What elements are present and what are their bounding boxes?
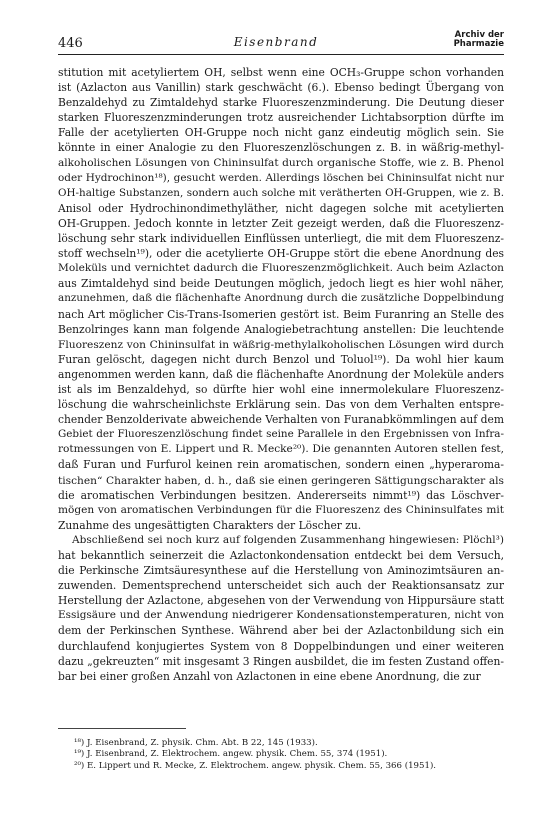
text-line: Fluoreszenz von Chininsulfat in wäßrig-methylalkoholischen Lösungen wird durch bbox=[58, 337, 504, 351]
text-line: alkoholischen Lösungen von Chininsulfat durch organische Stoffe, wie z. B. Phenol bbox=[58, 156, 504, 169]
text-line: chender Benzolderivate abweichende Verhalten von Furanabkömmlingen auf dem bbox=[58, 413, 504, 427]
text-line: Zunahme des ungesättigten Charakters der Löscher zu. bbox=[58, 518, 362, 532]
text-line: stitution mit acetyliertem OH, selbst wenn eine OCH₃-Gruppe schon vorhanden bbox=[58, 66, 504, 79]
text-line: OH-Gruppen. Jedoch konnte in letzter Zeit gezeigt werden, daß die Fluoreszenz- bbox=[58, 216, 504, 230]
page-number: 446 bbox=[58, 36, 83, 51]
text-line: löschung die wahrscheinlichste Erklärung sein. Das von dem Verhalten entspre- bbox=[58, 398, 504, 412]
text-line: Gebiet der Fluoreszenzlöschung findet seine Parallele in den Ergebnissen von Infra- bbox=[58, 428, 504, 441]
text-line: Herstellung der Azlactone, abgesehen von der Verwendung von Hippursäure statt bbox=[58, 594, 505, 608]
text-line: Moleküls und vernichtet dadurch die Fluoreszenzmöglichkeit. Auch beim Azlacton bbox=[58, 262, 504, 275]
footnotes bbox=[58, 738, 504, 772]
text-line: Falle der acetylierten OH-Gruppe noch nicht ganz eindeutig möglich sein. Sie bbox=[58, 126, 504, 140]
text-line: Benzolringes kann man folgende Analogiebetrachtung anstellen: Die leuchtende bbox=[58, 322, 504, 336]
text-line: daß Furan und Furfurol keinen rein aromatischen, sondern einen „hyperaroma- bbox=[58, 458, 504, 472]
text-line: hat bekanntlich seinerzeit die Azlactonkondensation entdeckt bei dem Versuch, bbox=[58, 549, 504, 562]
text-line: aus Zimtaldehyd sind beide Deutungen möglich, jedoch liegt es hier wohl näher, bbox=[58, 277, 504, 291]
text-line: rotmessungen von E. Lippert und R. Mecke²⁰). Die genannten Autoren stellen fest, bbox=[58, 443, 504, 456]
journal-name bbox=[454, 31, 504, 49]
journal-line-1: Archiv der bbox=[454, 30, 504, 40]
text-line: Benzaldehyd zu Zimtaldehyd starke Fluoreszenzminderung. Die Deutung dieser bbox=[58, 96, 504, 110]
journal-line-2: Pharmazie bbox=[453, 39, 504, 49]
running-head: Eisenbrand bbox=[233, 35, 319, 49]
text-line: zuwenden. Dementsprechend unterscheidet sich auch der Reaktionsansatz zur bbox=[58, 579, 504, 593]
text-line: Essigsäure und der Anwendung niedrigerer Kondensationstemperaturen, nicht von bbox=[58, 609, 504, 622]
text-line: anzunehmen, daß die flächenhafte Anordnung durch die zusätzliche Doppelbindung bbox=[58, 292, 504, 305]
text-line: tischen“ Charakter haben, d. h., daß sie einen geringeren Sättigungscharakter als bbox=[58, 473, 504, 487]
text-line: könnte in einer Analogie zu den Fluoreszenzlöschungen z. B. in wäßrig-methyl- bbox=[58, 141, 504, 155]
text-line: angenommen werden kann, daß die flächenhafte Anordnung der Moleküle anders bbox=[58, 367, 504, 381]
text-line: die aromatischen Verbindungen besitzen. Andererseits nimmt¹⁹) das Löschver- bbox=[58, 488, 504, 502]
body-text bbox=[58, 65, 504, 684]
text-line: nach Art möglicher Cis-Trans-Isomerien gestört ist. Beim Furanring an Stelle des bbox=[58, 307, 504, 321]
header-rule bbox=[58, 54, 504, 55]
text-line: oder Hydrochinon¹⁸), gesucht werden. Allerdings löschen bei Chininsulfat nicht nur bbox=[58, 171, 504, 184]
footnote: ¹⁹) J. Eisenbrand, Z. Elektrochem. angew. physik. Chem. 55, 374 (1951). bbox=[74, 749, 388, 760]
text-line: ist als im Benzaldehyd, so dürfte hier wohl eine innermolekulare Fluoreszenz- bbox=[58, 382, 504, 396]
text-line: mögen von aromatischen Verbindungen für die Fluoreszenz des Chininsulfates mit bbox=[58, 503, 504, 516]
text-line: Abschließend sei noch kurz auf folgenden Zusammenhang hingewiesen: Plöchl³) bbox=[72, 533, 504, 546]
text-line: starken Fluoreszenzminderungen trotz ausreichender Lichtabsorption dürfte im bbox=[58, 111, 504, 125]
text-line: ist (Azlacton aus Vanillin) stark geschwächt (6.). Ebenso bedingt Übergang von bbox=[58, 81, 504, 95]
text-line: Furan gelöscht, dagegen nicht durch Benzol und Toluol¹⁹). Da wohl hier kaum bbox=[58, 352, 504, 366]
text-line: dem der Perkinschen Synthese. Während aber bei der Azlactonbildung sich ein bbox=[58, 624, 504, 638]
text-line: löschung sehr stark individuellen Einflüssen unterliegt, die mit dem Fluoreszenz- bbox=[58, 232, 504, 246]
footnote: ²⁰) E. Lippert und R. Mecke, Z. Elektrochem. angew. physik. Chem. 55, 366 (1951). bbox=[74, 760, 437, 771]
text-line: dazu „gekreuzten“ mit insgesamt 3 Ringen ausbildet, die im festen Zustand offen- bbox=[58, 654, 504, 668]
text-line: OH-haltige Substanzen, sondern auch solche mit verätherten OH-Gruppen, wie z. B. bbox=[58, 186, 504, 199]
footnote: ¹⁸) J. Eisenbrand, Z. physik. Chm. Abt. B 22, 145 (1933). bbox=[74, 738, 318, 748]
text-line: die Perkinsche Zimtsäuresynthese auf die Herstellung von Aminozimtsäuren an- bbox=[58, 564, 504, 578]
footnote-rule bbox=[58, 728, 186, 729]
text-line: bar bei einer großen Anzahl von Azlactonen in eine ebene Anordnung, die zur bbox=[58, 669, 481, 683]
text-line: stoff wechseln¹⁹), oder die acetylierte OH-Gruppe stört die ebene Anordnung des bbox=[58, 247, 504, 261]
text-line: durchlaufend konjugiertes System von 8 Doppelbindungen und einer weiteren bbox=[58, 639, 504, 653]
text-line: Anisol oder Hydrochinondimethyläther, nicht dagegen solche mit acetylierten bbox=[58, 201, 504, 215]
